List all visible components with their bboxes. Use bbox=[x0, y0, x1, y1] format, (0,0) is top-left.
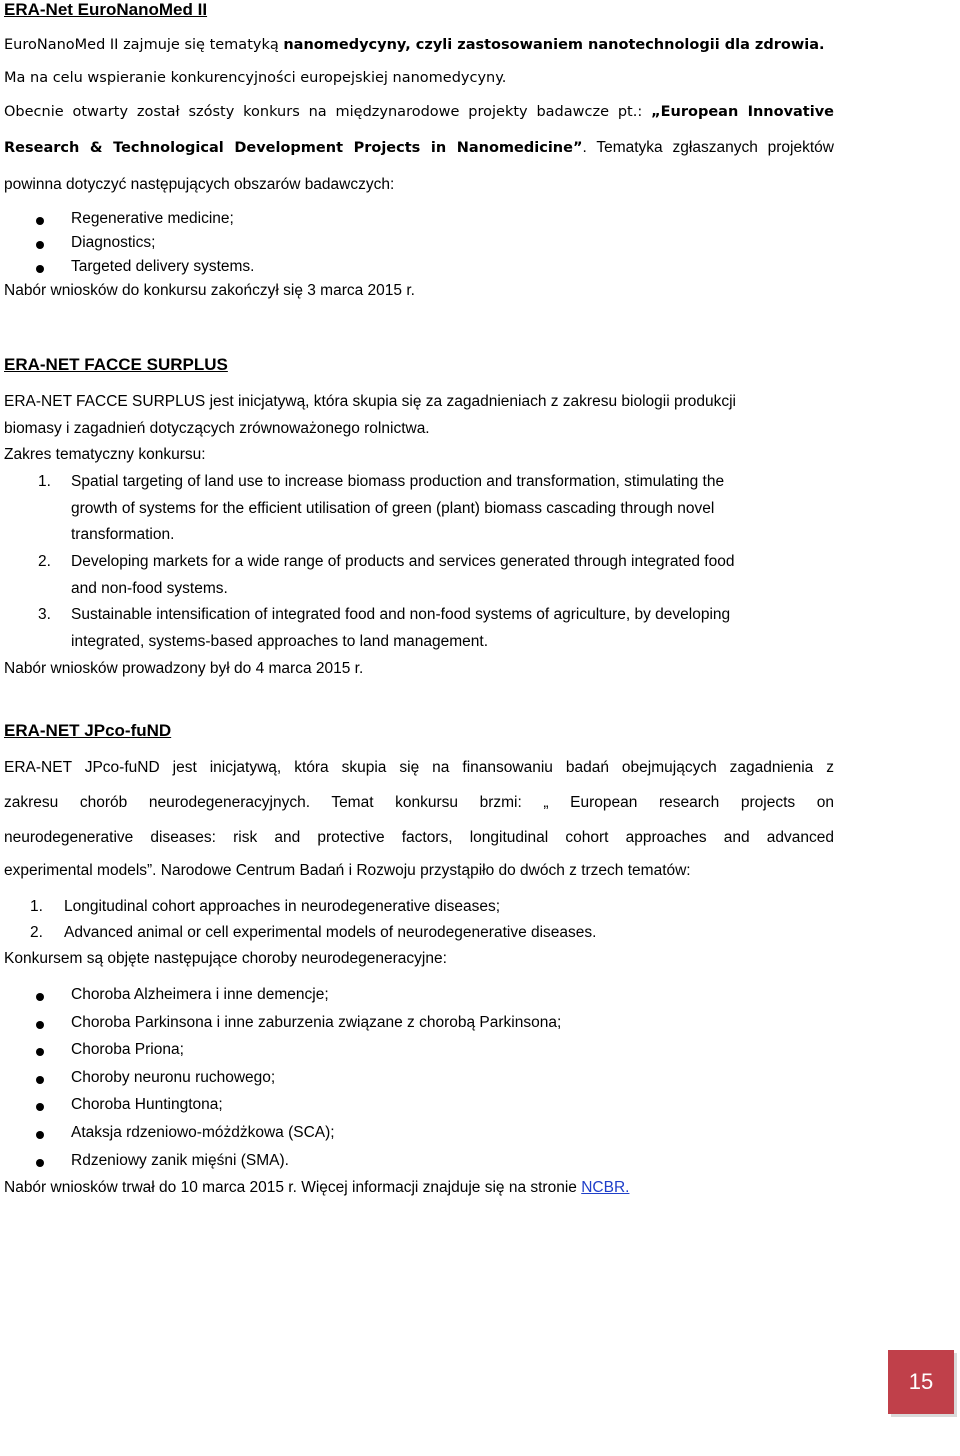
list-item: Choroby neuronu ruchowego; bbox=[71, 1069, 276, 1086]
paragraph-line: EuroNanoMed II zajmuje się tematyką nanomedycyny, czyli zastosowaniem nanotechnologii dla zdrowia. bbox=[4, 37, 825, 53]
bullet-icon bbox=[36, 1048, 44, 1056]
closing-note: Nabór wniosków do konkursu zakończył się 3 marca 2015 r. bbox=[4, 282, 415, 299]
paragraph-line: ERA-NET JPco-fuND jest inicjatywą, która skupia się na finansowaniu badań obejmujących zagadnienia z bbox=[4, 759, 834, 776]
bullet-icon bbox=[36, 1076, 44, 1084]
list-item: Ataksja rdzeniowo-móżdżkowa (SCA); bbox=[71, 1124, 335, 1141]
bullet-icon bbox=[36, 265, 44, 273]
paragraph-line: Zakres tematyczny konkursu: bbox=[4, 446, 206, 463]
list-item: growth of systems for the efficient utilisation of green (plant) biomass cascading through novel bbox=[71, 500, 715, 517]
list-item: Choroba Priona; bbox=[71, 1041, 184, 1058]
paragraph-line: ERA-NET FACCE SURPLUS jest inicjatywą, która skupia się za zagadnieniach z zakresu biologii produkcji bbox=[4, 393, 736, 410]
bullet-icon bbox=[36, 241, 44, 249]
paragraph-line: zakresu chorób neurodegeneracyjnych. Temat konkursu brzmi: „ European research projects on bbox=[4, 794, 834, 811]
list-item: Developing markets for a wide range of products and services generated through integrated food bbox=[71, 553, 735, 570]
list-item: integrated, systems-based approaches to land management. bbox=[71, 633, 489, 650]
list-item: Regenerative medicine; bbox=[71, 210, 234, 227]
bullet-icon bbox=[36, 1103, 44, 1111]
list-item: Diagnostics; bbox=[71, 234, 156, 251]
list-item: transformation. bbox=[71, 526, 175, 543]
closing-note: Nabór wniosków prowadzony był do 4 marca 2015 r. bbox=[4, 660, 364, 677]
paragraph-line: Ma na celu wspieranie konkurencyjności europejskiej nanomedycyny. bbox=[4, 70, 507, 86]
list-item: Longitudinal cohort approaches in neurodegenerative diseases; bbox=[64, 898, 501, 915]
list-item: Choroba Alzheimera i inne demencje; bbox=[71, 986, 329, 1003]
paragraph-line: neurodegenerative diseases: risk and protective factors, longitudinal cohort approaches and advanced bbox=[4, 829, 834, 846]
paragraph-line: experimental models”. Narodowe Centrum Badań i Rozwoju przystąpiło do dwóch z trzech tematów: bbox=[4, 862, 691, 879]
list-item: Choroba Parkinsona i inne zaburzenia związane z chorobą Parkinsona; bbox=[71, 1014, 562, 1031]
closing-note: Nabór wniosków trwał do 10 marca 2015 r. Więcej informacji znajduje się na stronie NCBR. bbox=[4, 1179, 630, 1196]
section-title-jpcofund: ERA-NET JPco-fuND bbox=[4, 721, 172, 740]
paragraph-line: Research & Technological Development Projects in Nanomedicine”. Tematyka zgłaszanych projektów bbox=[4, 139, 834, 156]
section-title-euronanomed: ERA-Net EuroNanoMed II bbox=[4, 0, 208, 19]
paragraph-line: biomasy i zagadnień dotyczących zrównoważonego rolnictwa. bbox=[4, 420, 430, 437]
list-item: Sustainable intensification of integrated food and non-food systems of agriculture, by developing bbox=[71, 606, 731, 623]
list-item: Choroba Huntingtona; bbox=[71, 1096, 223, 1113]
list-number: 3. bbox=[38, 606, 51, 623]
paragraph-line: Konkursem są objęte następujące choroby neurodegeneracyjne: bbox=[4, 950, 447, 967]
list-number: 1. bbox=[30, 898, 43, 915]
section-title-facce-surplus: ERA-NET FACCE SURPLUS bbox=[4, 355, 228, 374]
bullet-icon bbox=[36, 1021, 44, 1029]
paragraph-line: Obecnie otwarty został szósty konkurs na międzynarodowe projekty badawcze pt.: „European Innovative bbox=[4, 104, 834, 120]
paragraph-line: powinna dotyczyć następujących obszarów badawczych: bbox=[4, 176, 395, 193]
ncbr-link[interactable]: NCBR. bbox=[581, 1179, 630, 1196]
bullet-icon bbox=[36, 1131, 44, 1139]
list-item: Advanced animal or cell experimental models of neurodegenerative diseases. bbox=[64, 924, 597, 941]
list-number: 2. bbox=[38, 553, 51, 570]
list-item: Rdzeniowy zanik mięśni (SMA). bbox=[71, 1152, 289, 1169]
list-item: and non-food systems. bbox=[71, 580, 228, 597]
list-item: Spatial targeting of land use to increase biomass production and transformation, stimulating the bbox=[71, 473, 725, 490]
page-number-badge: 15 bbox=[888, 1350, 954, 1414]
bullet-icon bbox=[36, 993, 44, 1001]
bullet-icon bbox=[36, 217, 44, 225]
list-item: Targeted delivery systems. bbox=[71, 258, 255, 275]
bullet-icon bbox=[36, 1159, 44, 1167]
list-number: 2. bbox=[30, 924, 43, 941]
list-number: 1. bbox=[38, 473, 51, 490]
